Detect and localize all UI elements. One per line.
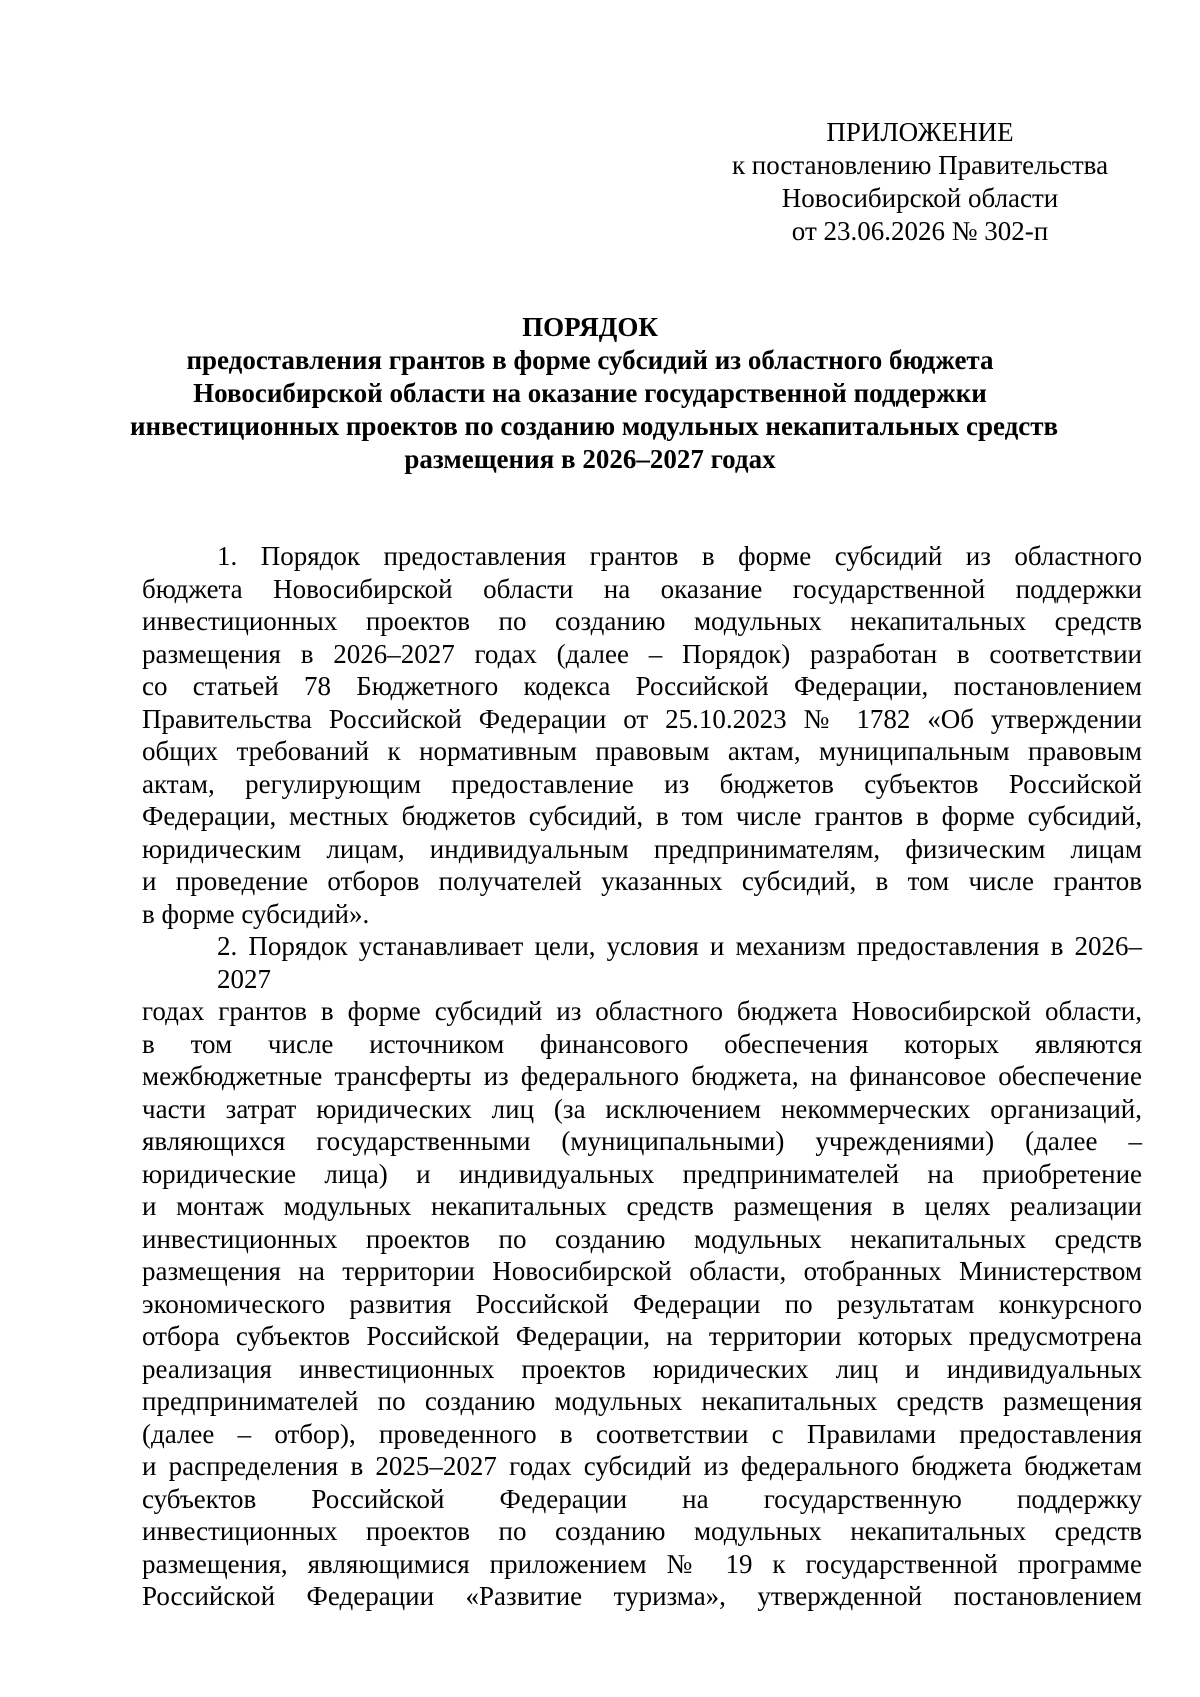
appendix-reference: к постановлению Правительства [731,150,1109,180]
text-line: межбюджетные трансферты из федерального бюджета, на финансовое обеспечение [142,1061,1142,1091]
text-line: Российской Федерации «Развитие туризма», утвержденной постановлением [142,1581,1142,1611]
text-line: в форме субсидий». [142,898,370,929]
title-heading: ПОРЯДОК [522,312,658,342]
text-line: 1. Порядок предоставления грантов в форме субсидий из областного [217,541,1142,571]
text-line: отбора субъектов Российской Федерации, на территории которых предусмотрена [142,1321,1142,1351]
appendix-region: Новосибирской области [781,183,1059,213]
text-line: юридическим лицам, индивидуальным предпринимателям, физическим лицам [142,833,1142,864]
paragraph-2 [142,930,1142,1613]
text-line: актам, регулирующим предоставление из бюджетов субъектов Российской [142,768,1142,799]
text-line: инвестиционных проектов по созданию модульных некапитальных средств [142,1516,1142,1546]
appendix-label: ПРИЛОЖЕНИЕ [826,117,1014,147]
text-line: юридические лица) и индивидуальных предпринимателей на приобретение [142,1158,1142,1189]
title-subtitle-line: предоставления грантов в форме субсидий из областного бюджета [186,345,994,375]
text-line: инвестиционных проектов по созданию модульных некапитальных средств [142,1223,1142,1254]
text-line: (далее – отбор), проведенного в соответствии с Правилами предоставления [142,1418,1142,1449]
text-line: реализация инвестиционных проектов юридических лиц и индивидуальных [142,1353,1142,1384]
text-line: бюджета Новосибирской области на оказание государственной поддержки [142,573,1142,604]
appendix-date-number: от 23.06.2026 № 302-п [791,216,1049,246]
text-line: инвестиционных проектов по созданию модульных некапитальных средств [142,606,1142,636]
title-subtitle-line: Новосибирской области на оказание государственной поддержки [193,378,987,408]
appendix-header [700,116,1140,248]
text-line: годах грантов в форме субсидий из областного бюджета Новосибирской области, [142,996,1142,1026]
text-line: предпринимателей по созданию модульных некапитальных средств размещения [142,1386,1142,1416]
text-line: Правительства Российской Федерации от 25.10.2023 № 1782 «Об утверждении [142,703,1142,734]
text-line: экономического развития Российской Федерации по результатам конкурсного [142,1288,1142,1319]
text-line: и проведение отборов получателей указанных субсидий, в том числе грантов [142,866,1142,896]
text-line: 2. Порядок устанавливает цели, условия и механизм предоставления в 2026–2027 [217,931,1142,994]
title-subtitle-line: размещения в 2026–2027 годах [404,444,776,474]
text-line: со статьей 78 Бюджетного кодекса Российской Федерации, постановлением [142,671,1142,701]
document-body [142,540,1142,1613]
text-line: субъектов Российской Федерации на государственную поддержку [142,1483,1142,1514]
text-line: Федерации, местных бюджетов субсидий, в том числе грантов в форме субсидий, [142,801,1142,831]
text-line: являющихся государственными (муниципальными) учреждениями) (далее – [142,1126,1142,1156]
title-subtitle-line: инвестиционных проектов по созданию модульных некапитальных средств [130,411,1059,441]
text-line: части затрат юридических лиц (за исключением некоммерческих организаций, [142,1093,1142,1124]
paragraph-1 [142,540,1142,930]
text-line: размещения в 2026–2027 годах (далее – Порядок) разработан в соответствии [142,638,1142,669]
text-line: и монтаж модульных некапитальных средств размещения в целях реализации [142,1191,1142,1221]
text-line: и распределения в 2025–2027 годах субсидий из федерального бюджета бюджетам [142,1451,1142,1481]
text-line: общих требований к нормативным правовым актам, муниципальным правовым [142,736,1142,766]
text-line: размещения на территории Новосибирской области, отобранных Министерством [142,1256,1142,1286]
document-title [130,311,1059,476]
text-line: в том числе источником финансового обеспечения которых являются [142,1028,1142,1059]
text-line: размещения, являющимися приложением № 19 к государственной программе [142,1548,1142,1579]
